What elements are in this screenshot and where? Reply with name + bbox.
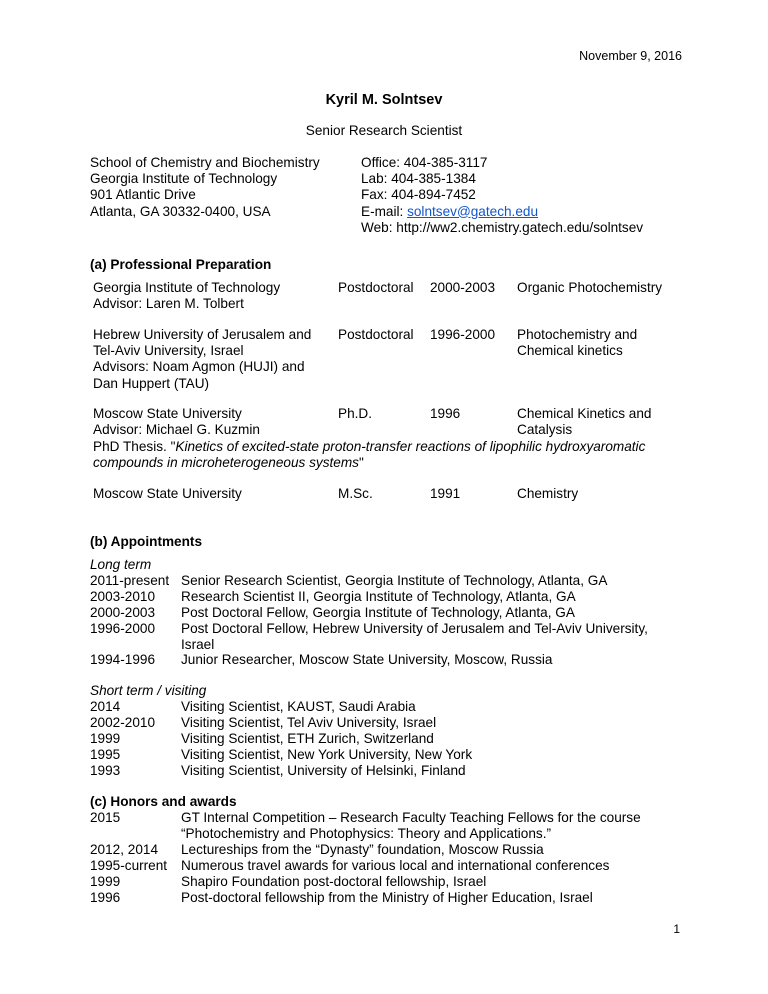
prep-text: Georgia Institute of Technology [93, 280, 281, 295]
honor-text: Post-doctoral fellowship from the Ministry of Higher Education, Israel [181, 890, 593, 905]
honor-text: Numerous travel awards for various local and international conferences [181, 858, 610, 873]
address-line: Georgia Institute of Technology [90, 171, 278, 187]
prep-institution [93, 327, 311, 392]
prep-text: Chemical Kinetics and [517, 406, 652, 421]
honor-years: 2015 [90, 810, 121, 825]
email-label: E-mail: [361, 203, 408, 219]
address-line: School of Chemistry and Biochemistry [90, 155, 320, 170]
visit-text: Visiting Scientist, University of Helsinki, Finland [181, 763, 466, 778]
appointment-text: Junior Researcher, Moscow State University, Moscow, Russia [181, 652, 553, 667]
honor-years: 1999 [90, 874, 121, 889]
honor-years: 1995-current [90, 858, 168, 873]
web-line: Web: http://ww2.chemistry.gatech.edu/solntsev [361, 219, 644, 235]
contact-info [361, 155, 643, 236]
section-heading-preparation: (a) Professional Preparation [90, 257, 272, 272]
prep-degree: Ph.D. [338, 406, 372, 421]
prep-institution: Moscow State University [93, 486, 242, 501]
prep-field [517, 327, 637, 359]
thesis-line [93, 455, 645, 471]
prep-field: Organic Photochemistry [517, 280, 663, 295]
prep-years: 1996-2000 [430, 327, 496, 342]
prep-text: Moscow State University [93, 406, 242, 421]
long-term-label: Long term [90, 557, 152, 572]
prep-text: Photochemistry and [517, 327, 638, 342]
email-link[interactable]: solntsev@gatech.edu [407, 203, 539, 219]
prep-text: Dan Huppert (TAU) [93, 375, 210, 391]
visit-text: Visiting Scientist, ETH Zurich, Switzerland [181, 731, 434, 746]
prep-text: Advisors: Noam Agmon (HUJI) and [93, 359, 305, 375]
appointment-years: 1996-2000 [90, 621, 156, 636]
section-heading-appointments: (b) Appointments [90, 534, 203, 549]
honor-line: “Photochemistry and Photophysics: Theory and Applications.” [181, 826, 551, 842]
fax-number: Fax: 404-894-7452 [361, 187, 476, 203]
honor-text [181, 810, 641, 842]
visit-years: 1993 [90, 763, 121, 778]
honor-years: 1996 [90, 890, 121, 905]
appointment-years: 2011-present [90, 573, 170, 588]
section-heading-honors: (c) Honors and awards [90, 794, 237, 809]
prep-degree: Postdoctoral [338, 280, 414, 295]
honor-text: Shapiro Foundation post-doctoral fellowship, Israel [181, 874, 487, 889]
visit-text: Visiting Scientist, KAUST, Saudi Arabia [181, 699, 416, 714]
thesis-prefix: PhD Thesis. " [93, 438, 176, 454]
honor-text: Lectureships from the “Dynasty” foundation, Moscow Russia [181, 842, 544, 857]
prep-text: Advisor: Laren M. Tolbert [93, 296, 244, 312]
address-line: Atlanta, GA 30332-0400, USA [90, 203, 271, 219]
short-term-label: Short term / visiting [90, 683, 207, 698]
appointment-years: 2003-2010 [90, 589, 156, 604]
prep-institution [93, 406, 260, 438]
lab-phone: Lab: 404-385-1384 [361, 171, 476, 187]
page-number: 1 [673, 922, 680, 936]
office-phone: Office: 404-385-3117 [361, 155, 488, 170]
postal-address [90, 155, 320, 220]
prep-years: 1996 [430, 406, 461, 421]
prep-degree: M.Sc. [338, 486, 373, 501]
prep-text: Hebrew University of Jerusalem and [93, 327, 312, 342]
person-title: Senior Research Scientist [305, 123, 463, 138]
appointment-text: Research Scientist II, Georgia Institute of Technology, Atlanta, GA [181, 589, 576, 604]
appointment-text: Senior Research Scientist, Georgia Institute of Technology, Atlanta, GA [181, 573, 608, 588]
document-date: November 9, 2016 [579, 49, 682, 63]
thesis-suffix: " [358, 454, 364, 470]
visit-text: Visiting Scientist, Tel Aviv University, Israel [181, 715, 437, 730]
visit-text: Visiting Scientist, New York University, New York [181, 747, 473, 762]
prep-text: Tel-Aviv University, Israel [93, 343, 244, 359]
appointment-text [181, 621, 648, 653]
address-line: 901 Atlantic Drive [90, 187, 196, 203]
prep-field [517, 406, 652, 438]
visit-years: 1995 [90, 747, 121, 762]
prep-text: Catalysis [517, 422, 573, 438]
prep-text: Chemical kinetics [517, 343, 623, 359]
prep-years: 2000-2003 [430, 280, 496, 295]
appointment-line: Israel [181, 637, 215, 653]
appointment-years: 2000-2003 [90, 605, 156, 620]
prep-field: Chemistry [517, 486, 579, 501]
thesis-title: Kinetics of excited-state proton-transfer reactions of lipophilic hydroxyaromatic [175, 438, 646, 454]
prep-degree: Postdoctoral [338, 327, 414, 342]
person-name: Kyril M. Solntsev [325, 92, 443, 108]
prep-text: Advisor: Michael G. Kuzmin [93, 422, 260, 438]
visit-years: 1999 [90, 731, 121, 746]
email-line [361, 204, 643, 220]
visit-years: 2002-2010 [90, 715, 156, 730]
honor-years: 2012, 2014 [90, 842, 159, 857]
visit-years: 2014 [90, 699, 121, 714]
thesis-title: compounds in microheterogeneous systems [93, 454, 359, 470]
thesis-line [93, 439, 645, 455]
prep-institution [93, 280, 280, 312]
appointment-line: Post Doctoral Fellow, Hebrew University of Jerusalem and Tel-Aviv University, [181, 621, 648, 636]
prep-years: 1991 [430, 486, 461, 501]
appointment-years: 1994-1996 [90, 652, 156, 667]
appointment-text: Post Doctoral Fellow, Georgia Institute of Technology, Atlanta, GA [181, 605, 575, 620]
phd-thesis [93, 439, 645, 471]
honor-line: GT Internal Competition – Research Faculty Teaching Fellows for the course [181, 810, 641, 825]
